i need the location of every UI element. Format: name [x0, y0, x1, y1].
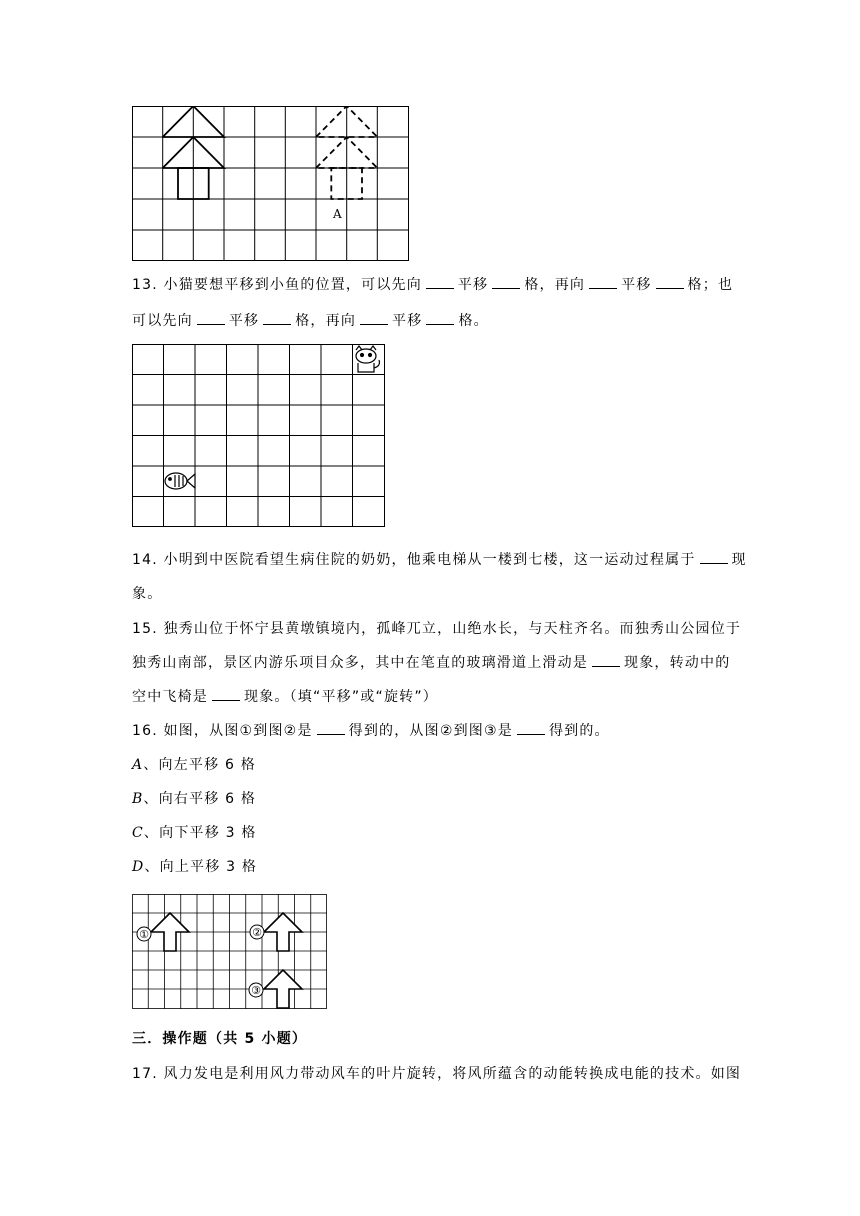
question-17-line-1: 17. 风力发电是利用风力带动风车的叶片旋转，将风所蕴含的动能转换成电能的技术。如图 [132, 1066, 742, 1082]
blank[interactable] [360, 312, 388, 325]
option-d[interactable]: D、向上平移 3 格 [132, 859, 258, 875]
blank[interactable] [492, 276, 520, 289]
label-2: ② [252, 926, 262, 939]
blank[interactable] [426, 312, 454, 325]
question-14-line-1: 14. 小明到中医院看望生病住院的奶奶，他乘电梯从一楼到七楼，这一运动过程属于 现 [132, 552, 747, 568]
figure-q16-grid [132, 894, 328, 1010]
question-13-line-2: 可以先向 平移 格，再向 平移 格。 [132, 313, 489, 329]
blank[interactable] [317, 722, 345, 735]
blank[interactable] [426, 276, 454, 289]
blank[interactable] [656, 276, 684, 289]
blank[interactable] [263, 312, 291, 325]
question-14-line-2: 象。 [132, 586, 163, 602]
question-15-line-2: 独秀山南部，景区内游乐项目众多，其中在笔直的玻璃滑道上滑动是 现象，转动中的 [132, 655, 731, 671]
option-a[interactable]: A、向左平移 6 格 [132, 757, 256, 773]
label-3: ③ [251, 984, 261, 997]
label-1: ① [139, 928, 149, 941]
blank[interactable] [700, 551, 728, 564]
option-b[interactable]: B、向右平移 6 格 [132, 791, 257, 807]
section-heading: 三．操作题（共 5 小题） [132, 1031, 308, 1047]
blank[interactable] [592, 654, 620, 667]
figure-q13-grid [132, 344, 386, 528]
arrow-shape-3 [264, 970, 302, 1008]
question-15-line-3: 空中飞椅是 现象。（填“平移”或“旋转”） [132, 689, 439, 705]
label-a: A [333, 207, 342, 221]
blank[interactable] [517, 722, 545, 735]
blank[interactable] [197, 312, 225, 325]
question-15-line-1: 15. 独秀山位于怀宁县黄墩镇境内，孤峰兀立，山绝水长，与天柱齐名。而独秀山公园位于 [132, 621, 742, 637]
blank[interactable] [589, 276, 617, 289]
question-13-line-1: 13. 小猫要想平移到小鱼的位置，可以先向 平移 格，再向 平移 格；也 [132, 277, 734, 293]
arrow-shape-1 [151, 913, 189, 951]
figure-q12-grid [132, 106, 410, 262]
question-16-line: 16. 如图，从图①到图②是 得到的，从图②到图③是 得到的。 [132, 723, 610, 739]
fish-icon [165, 473, 195, 489]
cat-icon [356, 346, 379, 372]
blank[interactable] [212, 688, 240, 701]
option-c[interactable]: C、向下平移 3 格 [132, 825, 257, 841]
arrow-shape-2 [264, 913, 302, 951]
